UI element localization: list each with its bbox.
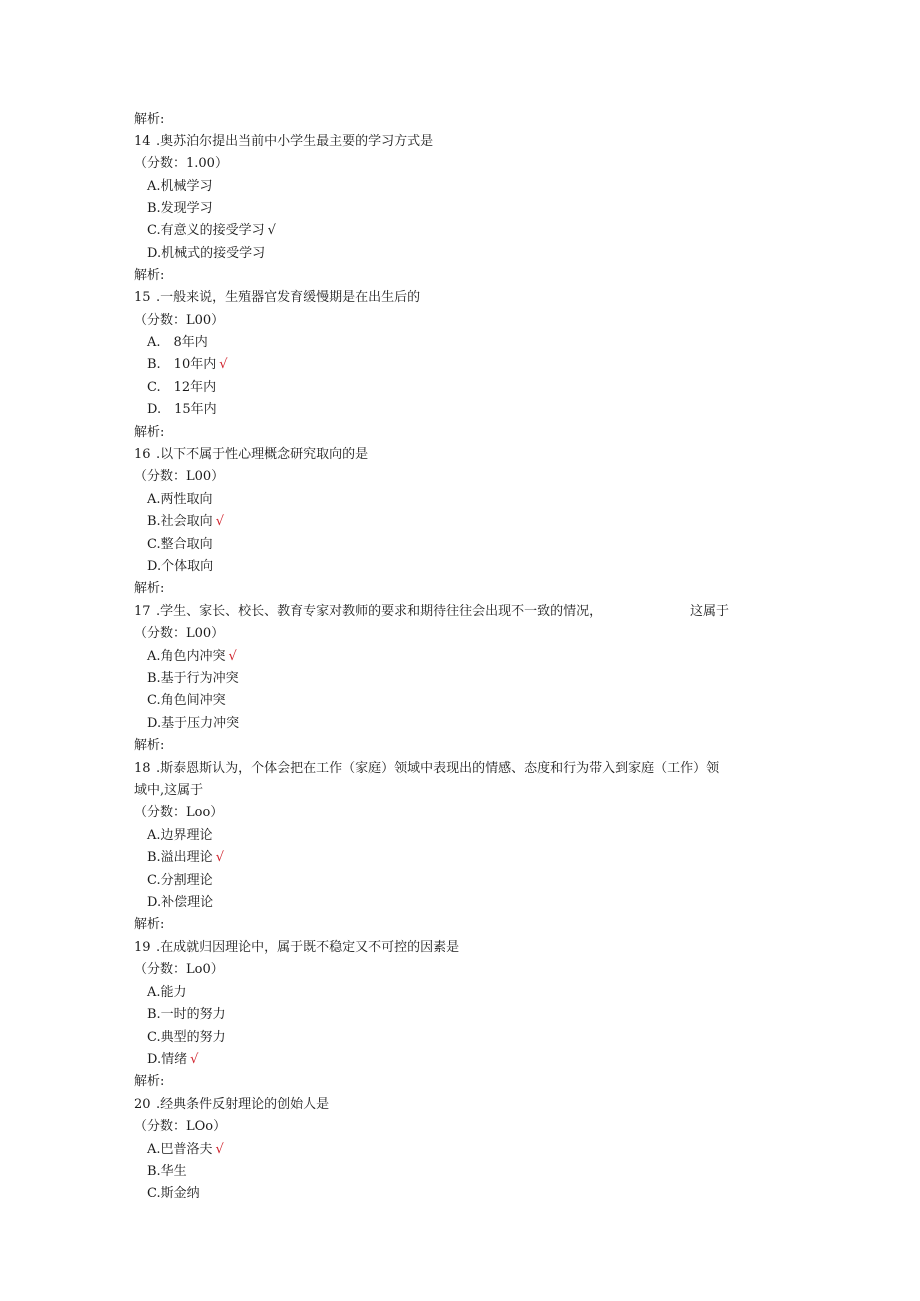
option-text: C.整合取向 — [147, 537, 213, 552]
check-mark-icon: √ — [215, 850, 224, 865]
check-mark-icon: √ — [215, 514, 224, 529]
question-20 — [134, 1097, 329, 1113]
question-number: 14 — [134, 134, 151, 149]
option-d — [147, 716, 242, 732]
question-text: .斯泰恩斯认为，个体会把在工作（家庭）领域中表现出的情感、态度和行为带入到家庭（工作）领 — [156, 761, 720, 776]
question-number: 16 — [134, 447, 151, 462]
option-text: C.角色间冲突 — [147, 693, 226, 708]
option-b — [147, 201, 216, 217]
option-text: B.发现学习 — [147, 201, 213, 216]
option-text: B.基于行为冲突 — [147, 671, 239, 686]
question-19 — [134, 940, 459, 956]
option-b — [147, 671, 242, 687]
option-text: A.能力 — [147, 985, 187, 1000]
question-17 — [134, 604, 602, 620]
option-d — [147, 1052, 198, 1068]
option-b — [147, 1164, 190, 1180]
option-text: A.两性取向 — [147, 492, 213, 507]
analysis-label: 解析: — [134, 425, 165, 440]
check-mark-icon: √ — [219, 357, 228, 372]
option-text: A.边界理论 — [147, 828, 213, 843]
option-c — [147, 537, 216, 553]
check-mark-icon: √ — [228, 649, 237, 664]
question-14 — [134, 134, 433, 150]
question-16 — [134, 447, 368, 463]
option-d — [147, 246, 268, 262]
analysis-label: 解析: — [134, 1074, 165, 1089]
question-score: （分数：LOo） — [134, 1119, 227, 1134]
question-text-continued: 域中,这属于 — [134, 783, 204, 798]
check-mark-icon: √ — [267, 223, 276, 238]
option-text: D. 15年内 — [147, 402, 217, 417]
question-score: （分数：L00） — [134, 626, 225, 641]
question-score: （分数：1.00） — [134, 156, 228, 171]
question-text-tail: 这属于 — [690, 604, 730, 619]
option-c — [147, 223, 276, 239]
check-mark-icon: √ — [190, 1052, 199, 1067]
question-number: 17 — [134, 604, 151, 619]
analysis-label: 解析: — [134, 917, 165, 932]
option-a — [147, 492, 216, 508]
option-c — [147, 1186, 203, 1202]
option-text: B.溢出理论 — [147, 850, 213, 865]
option-a — [147, 828, 216, 844]
question-score: （分数：Loo） — [134, 805, 224, 820]
option-text: C.斯金纳 — [147, 1186, 200, 1201]
option-b — [147, 1007, 229, 1023]
option-text: D.补偿理论 — [147, 895, 214, 910]
question-text: .经典条件反射理论的创始人是 — [156, 1097, 330, 1112]
option-b — [147, 357, 228, 373]
option-text: A. 8年内 — [147, 335, 208, 350]
option-text: B.社会取向 — [147, 514, 213, 529]
option-text: A.机械学习 — [147, 179, 213, 194]
question-18 — [134, 761, 719, 777]
analysis-label: 解析: — [134, 738, 165, 753]
option-text: A.角色内冲突 — [147, 649, 226, 664]
question-number: 19 — [134, 940, 151, 955]
option-c — [147, 1030, 229, 1046]
option-text: B.华生 — [147, 1164, 187, 1179]
option-d — [147, 402, 220, 418]
question-score: （分数：Lo0） — [134, 962, 224, 977]
question-text: .一般来说，生殖器官发育缓慢期是在出生后的 — [156, 290, 421, 305]
analysis-label: 解析: — [134, 112, 165, 127]
analysis-label: 解析: — [134, 581, 165, 596]
option-c — [147, 693, 229, 709]
option-c — [147, 380, 219, 396]
option-b — [147, 514, 224, 530]
option-a — [147, 335, 211, 351]
question-number: 20 — [134, 1097, 151, 1112]
option-d — [147, 895, 216, 911]
option-a — [147, 985, 190, 1001]
option-a — [147, 179, 216, 195]
question-score: （分数：L00） — [134, 469, 225, 484]
question-score: （分数：L00） — [134, 313, 225, 328]
question-number: 18 — [134, 761, 151, 776]
option-d — [147, 559, 216, 575]
option-text: B.一时的努力 — [147, 1007, 226, 1022]
option-text: C. 12年内 — [147, 380, 217, 395]
question-text: .在成就归因理论中，属于既不稳定又不可控的因素是 — [156, 940, 460, 955]
question-number: 15 — [134, 290, 151, 305]
option-text: A.巴普洛夫 — [147, 1142, 213, 1157]
question-text: .以下不属于性心理概念研究取向的是 — [156, 447, 369, 462]
option-text: C.典型的努力 — [147, 1030, 226, 1045]
question-text: .奥苏泊尔提出当前中小学生最主要的学习方式是 — [156, 134, 434, 149]
option-c — [147, 873, 216, 889]
option-text: B. 10年内 — [147, 357, 217, 372]
option-text: C.有意义的接受学习 — [147, 223, 265, 238]
option-text: C.分割理论 — [147, 873, 213, 888]
option-text: D.情绪 — [147, 1052, 188, 1067]
question-text: .学生、家长、校长、教育专家对教师的要求和期待往往会出现不一致的情况， — [156, 604, 603, 619]
option-text: D.个体取向 — [147, 559, 214, 574]
option-text: D.机械式的接受学习 — [147, 246, 266, 261]
option-a — [147, 1142, 224, 1158]
question-15 — [134, 290, 420, 306]
analysis-label: 解析: — [134, 268, 165, 283]
check-mark-icon: √ — [215, 1142, 224, 1157]
option-text: D.基于压力冲突 — [147, 716, 240, 731]
option-a — [147, 649, 237, 665]
option-b — [147, 850, 224, 866]
